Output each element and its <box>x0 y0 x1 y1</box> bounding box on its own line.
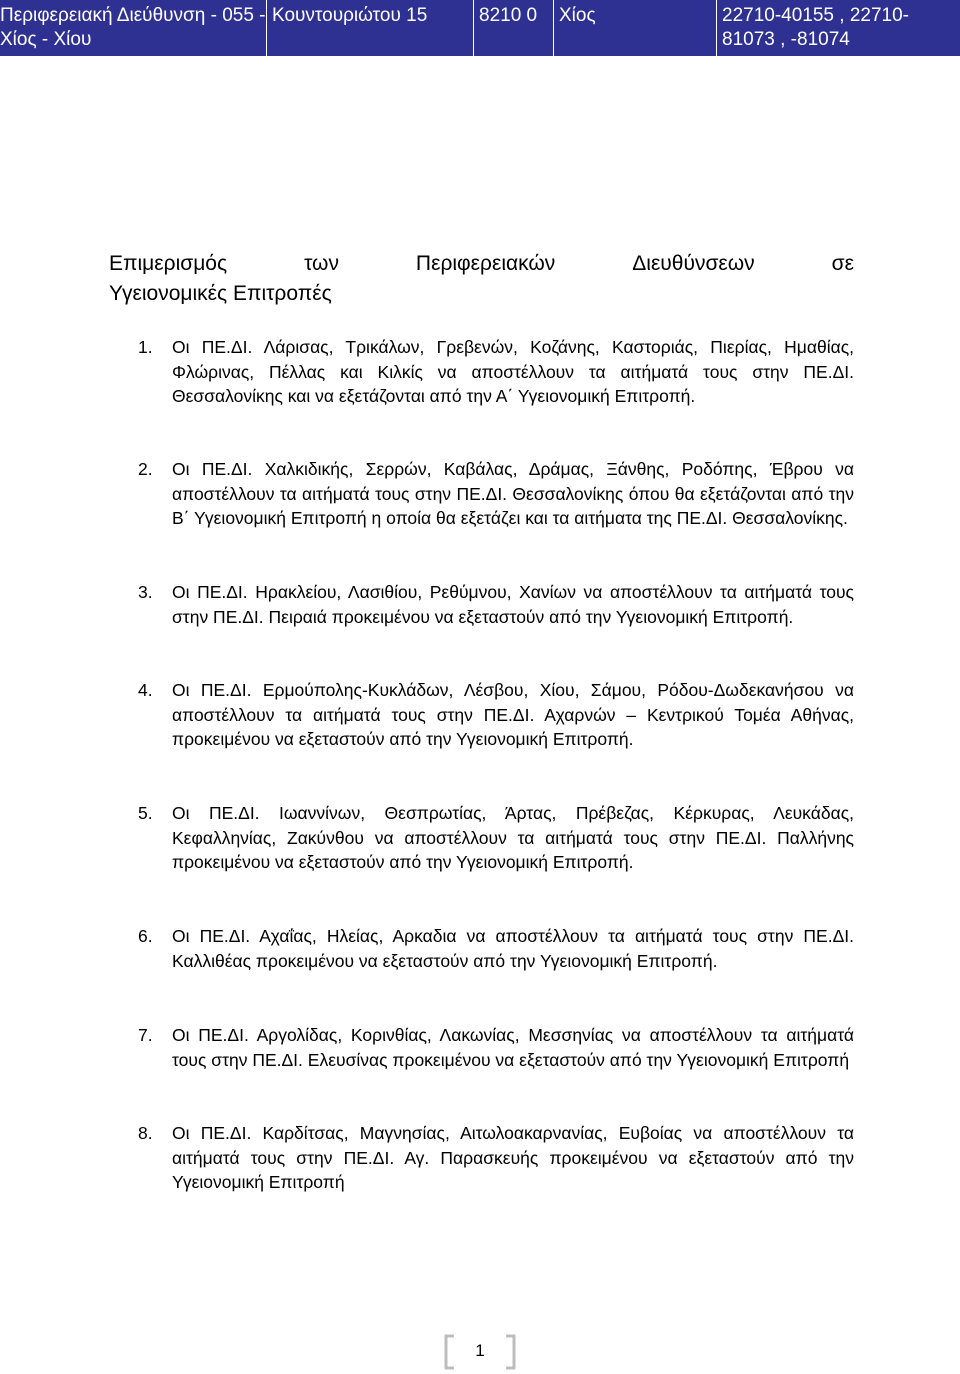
title-word: των <box>304 252 339 275</box>
title-word: Επιμερισμός <box>109 252 228 275</box>
header-cell-city: Χίος <box>554 0 717 56</box>
title-word: Διευθύνσεων <box>632 252 755 275</box>
title-line-1 <box>109 249 854 279</box>
list-item-number: 6. <box>138 926 153 946</box>
list-item-text: Οι ΠΕ.ΔΙ. Ηρακλείου, Λασιθίου, Ρεθύμνου, Χανίων να αποστέλλουν τα αιτήματά τους στην ΠΕ.ΔΙ. Πειραιά προκειμένου να εξεταστούν από την Υγειονομική Επιτροπή. <box>172 582 854 627</box>
page-footer <box>440 1332 520 1372</box>
list-item <box>138 580 854 629</box>
header-cell-directorate: Περιφερειακή Διεύθυνση - 055 - Χίος - Χίου <box>0 0 267 56</box>
list-item-text: Οι ΠΕ.ΔΙ. Αργολίδας, Κορινθίας, Λακωνίας, Μεσσηνίας να αποστέλλουν τα αιτήματά τους στην ΠΕ.ΔΙ. Ελευσίνας προκειμένου να εξεταστούν από την Υγειονομική Επιτροπή <box>172 1025 854 1070</box>
document-title <box>109 249 854 309</box>
list-item-text: Οι ΠΕ.ΔΙ. Καρδίτσας, Μαγνησίας, Αιτωλοακαρνανίας, Ευβοίας να αποστέλλουν τα αιτήματά τους στην ΠΕ.ΔΙ. Αγ. Παρασκευής προκειμένου να εξεταστούν από την Υγειονομική Επιτροπή <box>172 1123 854 1193</box>
list-item-number: 2. <box>138 459 153 479</box>
list-item-number: 5. <box>138 803 153 823</box>
title-word: Περιφερειακών <box>415 252 556 275</box>
list-item-text: Οι ΠΕ.ΔΙ. Ιωαννίνων, Θεσπρωτίας, Άρτας, Πρέβεζας, Κέρκυρας, Λευκάδας, Κεφαλληνίας, Ζακύνθου να αποστέλλουν τα αιτήματά τους στην ΠΕ.ΔΙ. Παλλήνης προκειμένου να εξεταστούν από την Υγειονομική Επιτροπή. <box>172 803 854 873</box>
list-item-number: 3. <box>138 582 153 602</box>
list-item <box>138 457 854 531</box>
list-item-text: Οι ΠΕ.ΔΙ. Ερμούπολης-Κυκλάδων, Λέσβου, Χίου, Σάμου, Ρόδου-Δωδεκανήσου να αποστέλλουν τα αιτήματά τους στην ΠΕ.ΔΙ. Αχαρνών – Κεντρικού Τομέα Αθήνας, προκειμένου να εξεταστούν από την Υγειονομική Επιτροπή. <box>172 680 854 750</box>
list-item-text: Οι ΠΕ.ΔΙ. Χαλκιδικής, Σερρών, Καβάλας, Δράμας, Ξάνθης, Ροδόπης, Έβρου να αποστέλλουν τα αιτήματά τους στην ΠΕ.ΔΙ. Θεσσαλονίκης όπου θα εξετάζονται από την Β΄ Υγειονομική Επιτροπή η οποία θα εξετάζει και τα αιτήματα της ΠΕ.ΔΙ. Θεσσαλονίκης. <box>172 459 854 529</box>
title-word: σε <box>831 252 854 275</box>
header-cell-postal-code: 8210 0 <box>474 0 554 56</box>
list-item-number: 7. <box>138 1025 153 1045</box>
list-item <box>138 801 854 875</box>
title-line-2: Υγειονομικές Επιτροπές <box>109 282 332 305</box>
list-item <box>138 335 854 409</box>
list-item <box>138 924 854 973</box>
header-cell-address: Κουντουριώτου 15 <box>267 0 474 56</box>
list-item-text: Οι ΠΕ.ΔΙ. Λάρισας, Τρικάλων, Γρεβενών, Κοζάνης, Καστοριάς, Πιερίας, Ημαθίας, Φλώρινας, Πέλλας και Κιλκίς να αποστέλλουν τα αιτήματά τους στην ΠΕ.ΔΙ. Θεσσαλονίκης και να εξετάζονται από την Α΄ Υγειονομική Επιτροπή. <box>172 337 854 407</box>
list-item <box>138 1023 854 1072</box>
list-item <box>138 1121 854 1195</box>
header-cell-phones: 22710-40155 , 22710-81073 , -81074 <box>722 5 909 50</box>
header-table <box>0 0 960 56</box>
list-item-number: 8. <box>138 1123 153 1143</box>
list-item-text: Οι ΠΕ.ΔΙ. Αχαΐας, Ηλείας, Αρκαδια να αποστέλλουν τα αιτήματά τους στην ΠΕ.ΔΙ. Καλλιθέας προκειμένου να εξεταστούν από την Υγειονομική Επιτροπή. <box>172 926 854 971</box>
page-number: 1 <box>475 1341 485 1360</box>
list-item <box>138 678 854 752</box>
list-item-number: 1. <box>138 337 153 357</box>
list-item-number: 4. <box>138 680 153 700</box>
